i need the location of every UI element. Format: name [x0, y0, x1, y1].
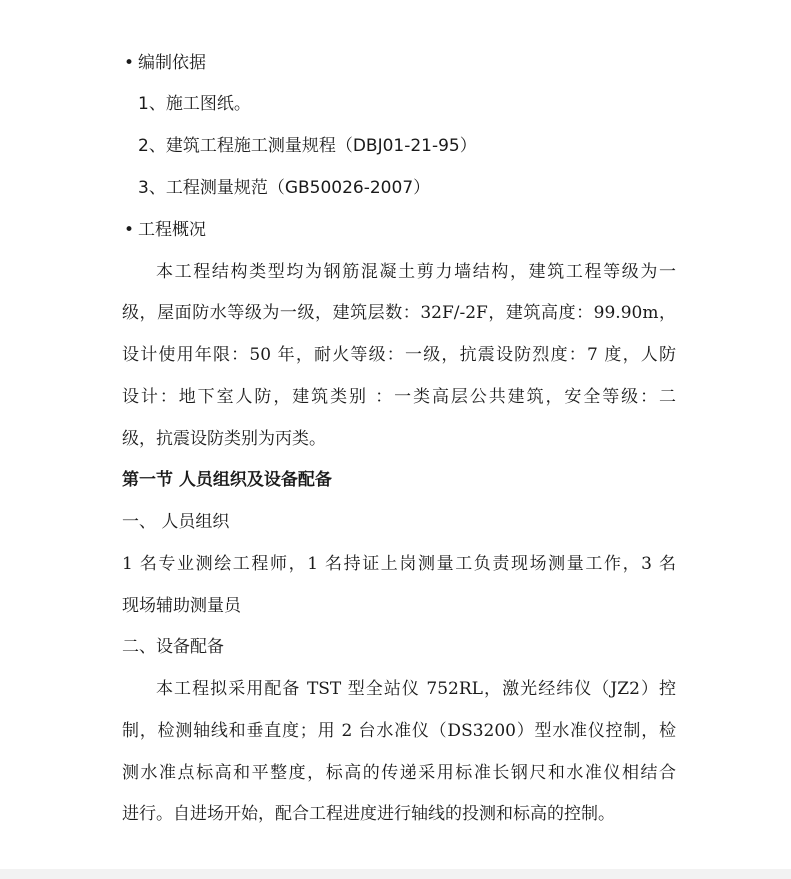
- overview-line-4: 设计：地下室人防，建筑类别 ：一类高层公共建筑，安全等级：二: [122, 387, 676, 407]
- overview-line-2: 级，屋面防水等级为一级，建筑层数：32F/-2F，建筑高度：99.90m，: [122, 303, 676, 323]
- overview-heading: [124, 219, 206, 241]
- equipment-line-2: 制，检测轴线和垂直度；用 2 台水准仪（DS3200）型水准仪控制，检: [122, 721, 676, 741]
- overview-line-5: 级，抗震设防类别为丙类。: [122, 429, 326, 449]
- basis-item-2: 2、建筑工程施工测量规程（DBJ01-21-95）: [138, 136, 477, 156]
- overview-line-3: 设计使用年限：50 年，耐火等级：一级，抗震设防烈度：7 度，人防: [122, 345, 676, 365]
- personnel-line-2: 现场辅助测量员: [122, 596, 241, 616]
- basis-item-1: 1、施工图纸。: [138, 94, 251, 114]
- basis-item-3: 3、工程测量规范（GB50026-2007）: [138, 178, 431, 198]
- bullet-icon: •: [124, 220, 135, 240]
- basis-heading-text: 编制依据: [138, 53, 206, 73]
- page-bottom-strip: [0, 869, 791, 879]
- section-title: 第一节 人员组织及设备配备: [122, 470, 332, 490]
- equipment-line-1: 本工程拟采用配备 TST 型全站仪 752RL，激光经纬仪（JZ2）控: [156, 679, 676, 699]
- equipment-line-3: 测水准点标高和平整度，标高的传递采用标准长钢尺和水准仪相结合: [122, 763, 676, 783]
- personnel-heading: 一、 人员组织: [122, 512, 230, 532]
- overview-line-1: 本工程结构类型均为钢筋混凝土剪力墙结构，建筑工程等级为一: [156, 262, 676, 282]
- overview-heading-text: 工程概况: [138, 220, 206, 240]
- basis-heading: [124, 52, 206, 74]
- personnel-line-1: 1 名专业测绘工程师，1 名持证上岗测量工负责现场测量工作，3 名: [122, 554, 676, 574]
- bullet-icon: •: [124, 53, 135, 73]
- equipment-line-4: 进行。自进场开始，配合工程进度进行轴线的投测和标高的控制。: [122, 804, 615, 824]
- equipment-heading: 二、设备配备: [122, 637, 224, 657]
